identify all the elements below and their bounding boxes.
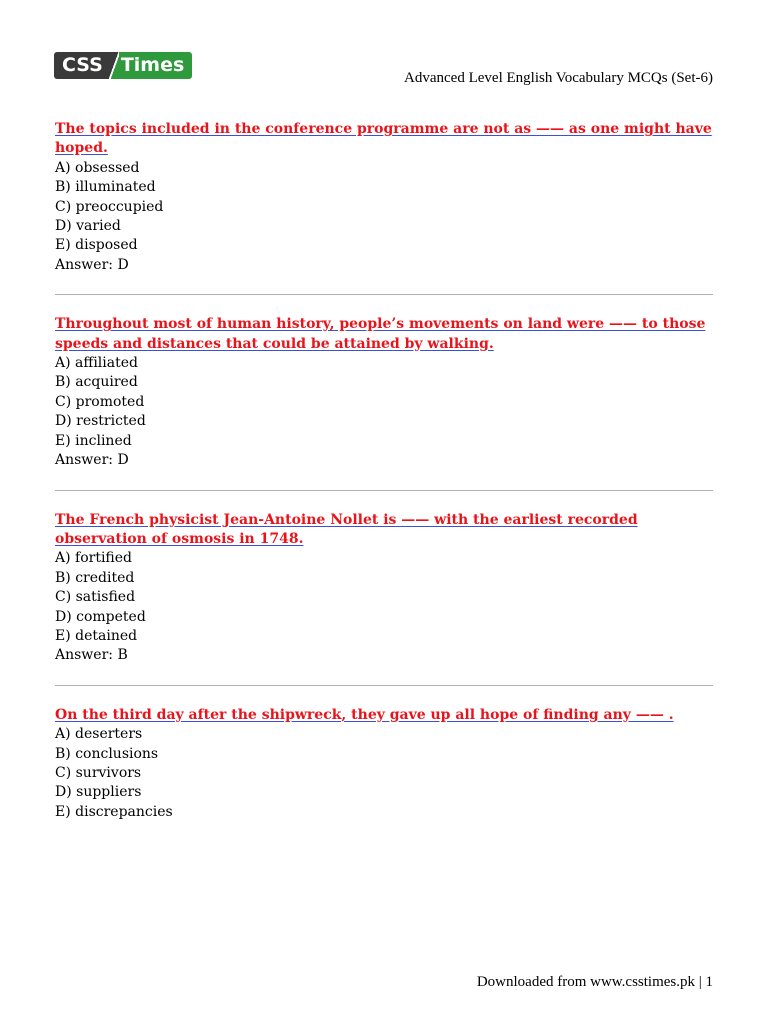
question-text: The topics included in the conference programme are not as —— as one might have hoped. (55, 121, 712, 157)
logo-times-text: Times (119, 52, 192, 79)
option-e: E) disposed (55, 237, 138, 254)
question-text: Throughout most of human history, people’s movements on land were —— to those speeds and distances that could be attained by walking. (55, 316, 706, 352)
question-text: On the third day after the shipwreck, they gave up all hope of finding any —— . (55, 706, 674, 723)
option-b: B) acquired (55, 374, 138, 391)
question-block (55, 120, 713, 275)
logo-css-text: CSS (54, 52, 109, 79)
logo-slash (109, 52, 119, 79)
option-c: C) promoted (55, 393, 145, 410)
question-divider (55, 685, 713, 686)
option-c: C) satisfied (55, 589, 136, 606)
question-block (55, 315, 713, 470)
question-divider (55, 490, 713, 491)
question-text: The French physicist Jean-Antoine Nollet is —— with the earliest recorded observation of osmosis in 1748. (55, 511, 638, 547)
option-c: C) preoccupied (55, 198, 164, 215)
option-d: D) competed (55, 608, 146, 625)
option-d: D) suppliers (55, 784, 142, 801)
question-block (55, 706, 713, 822)
answer-line: Answer: B (55, 647, 128, 664)
page-footer: Downloaded from www.csstimes.pk | 1 (476, 974, 713, 990)
answer-line: Answer: D (55, 256, 129, 273)
answer-line: Answer: D (55, 452, 129, 469)
option-a: A) obsessed (55, 159, 140, 176)
option-a: A) affiliated (55, 355, 138, 372)
option-b: B) credited (55, 569, 135, 586)
option-e: E) discrepancies (55, 803, 173, 820)
option-d: D) varied (55, 218, 121, 235)
question-divider (55, 294, 713, 295)
csstimes-logo (54, 52, 192, 79)
option-e: E) detained (55, 627, 138, 644)
question-list (55, 120, 713, 822)
option-a: A) deserters (55, 726, 143, 743)
question-block (55, 511, 713, 666)
option-d: D) restricted (55, 413, 146, 430)
option-b: B) illuminated (55, 179, 156, 196)
option-b: B) conclusions (55, 745, 159, 762)
option-e: E) inclined (55, 432, 132, 449)
option-a: A) fortified (55, 550, 133, 567)
page-header-title: Advanced Level English Vocabulary MCQs (Set-6) (404, 70, 713, 86)
option-c: C) survivors (55, 764, 142, 781)
